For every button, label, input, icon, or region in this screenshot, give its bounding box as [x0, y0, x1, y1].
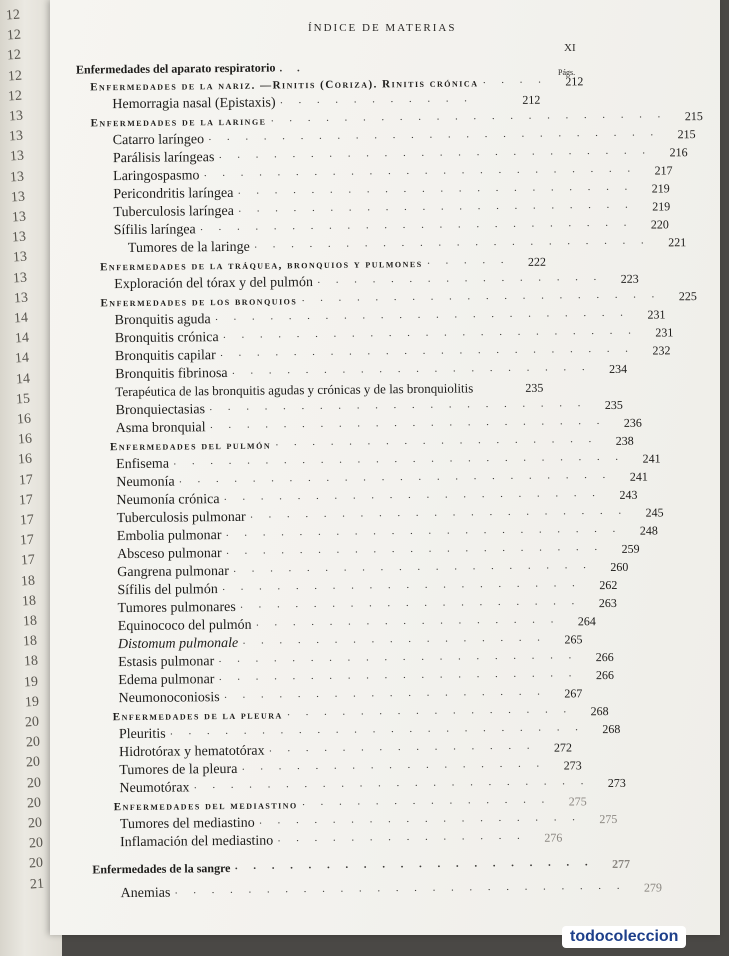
- page-edge-number: 17: [20, 552, 36, 569]
- page-edge-number: 17: [19, 532, 35, 549]
- toc-entry: Laringospasmo · · · · · · · · · · · · · · · · · · · · · · · · 217: [113, 163, 673, 185]
- page-edge-number: 13: [10, 189, 26, 206]
- toc-entry: Estasis pulmonar · · · · · · · · · · · · · · · · · · · · 266: [118, 649, 614, 671]
- toc-entry: Bronquitis aguda · · · · · · · · · · · · · · · · · · · · · · · 231: [114, 307, 666, 329]
- page-edge-number: 14: [15, 371, 31, 388]
- toc-entry: Enfermedades de la tráquea, bronquios y pulmones · · · · · 222: [100, 254, 547, 274]
- page-edge-number: 12: [6, 47, 22, 64]
- toc-entry: Edema pulmonar · · · · · · · · · · · · · · · · · · · · 266: [118, 667, 614, 689]
- page-edge-number: 17: [18, 492, 34, 509]
- page-edge-number: 13: [9, 169, 25, 186]
- toc-entry: Tumores del mediastino · · · · · · · · · · · · · · · · · · 275: [119, 811, 618, 833]
- page-edge-number: 20: [27, 815, 43, 832]
- page-edge-number: 13: [13, 290, 29, 307]
- toc-entry: Enfermedades de la laringe · · · · · · · · · · · · · · · · · · · · · · 215: [90, 109, 703, 130]
- toc-entry: Tuberculosis laríngea · · · · · · · · · · · · · · · · · · · · · · 219: [113, 199, 671, 221]
- toc-entry: Pleuritis · · · · · · · · · · · · · · · · · · · · · · · 268: [118, 721, 621, 743]
- toc-entry: Neumotórax · · · · · · · · · · · · · · · · · · · · · · 273: [119, 775, 626, 797]
- page-edge-number: 13: [9, 148, 25, 165]
- page-edge-number: 12: [7, 68, 23, 85]
- page-edge-number: 20: [26, 795, 42, 812]
- toc-entry: Bronquiectasias · · · · · · · · · · · · · · · · · · · · · 235: [115, 397, 623, 419]
- toc-entry: Enfisema · · · · · · · · · · · · · · · · · · · · · · · · · 241: [116, 451, 661, 473]
- toc-entry: Equinococo del pulmón · · · · · · · · · · · · · · · · · 264: [117, 614, 596, 635]
- toc-entry: Distomum pulmonale · · · · · · · · · · · · · · · · · 265: [117, 632, 583, 653]
- toc-entry: Bronquitis crónica · · · · · · · · · · · · · · · · · · · · · · · 231: [114, 325, 674, 347]
- page-edge-number: 13: [12, 270, 28, 287]
- page-edge-number: 15: [15, 391, 31, 408]
- page-edge-number: 12: [6, 27, 22, 44]
- toc-entry: Enfermedades de la nariz. —Rinitis (Coriza). Rinitis crónica · · · · 212: [90, 74, 584, 94]
- page-edge-number: 13: [10, 209, 26, 226]
- page-edge-number: 20: [28, 835, 44, 852]
- page-edge-number: 14: [14, 330, 30, 347]
- page-edge-number: 19: [24, 694, 40, 711]
- page-edge-number: 20: [28, 855, 44, 872]
- page-edge-number: 20: [25, 754, 41, 771]
- toc-entry: Bronquitis fibrinosa · · · · · · · · · · · · · · · · · · · · 234: [115, 361, 628, 383]
- toc-entry: Neumonía · · · · · · · · · · · · · · · · · · · · · · · · 241: [116, 469, 648, 491]
- toc-entry: Sífilis laríngea · · · · · · · · · · · · · · · · · · · · · · · · 220: [113, 217, 669, 239]
- toc-entry: Tumores pulmonares · · · · · · · · · · · · · · · · · · · 263: [117, 595, 617, 617]
- page-folio: XI: [564, 42, 576, 54]
- toc-entry: Sífilis del pulmón · · · · · · · · · · · · · · · · · · · · 262: [117, 577, 618, 599]
- page-edge-number: 12: [7, 88, 23, 105]
- page-edge-number: 19: [23, 674, 39, 691]
- page-edge-number: 13: [8, 108, 24, 125]
- toc-entry: Terapéutica de las bronquitis agudas y crónicas y de las bronquiolitis 235: [115, 380, 544, 400]
- toc-entry: Embolia pulmonar · · · · · · · · · · · · · · · · · · · · · · 248: [116, 523, 658, 545]
- toc-entry: Hidrotórax y hematotórax · · · · · · · · · · · · · · · 272: [119, 740, 573, 761]
- page-edge-number: 16: [17, 431, 33, 448]
- toc-entry: Neumonía crónica · · · · · · · · · · · · · · · · · · · · · 243: [116, 487, 638, 509]
- page-edge-number: 14: [14, 350, 30, 367]
- toc-entry: Tumores de la laringe · · · · · · · · · · · · · · · · · · · · · · 221: [127, 235, 687, 257]
- page-edge-number: 18: [21, 613, 37, 630]
- page-edge-number: 18: [21, 593, 37, 610]
- toc-entry: Hemorragia nasal (Epistaxis) · · · · · · · · · · · 212: [112, 92, 541, 113]
- page-edge-number: 20: [25, 734, 41, 751]
- toc-entry: Inflamación del mediastino · · · · · · · · · · · · · · 276: [120, 830, 563, 851]
- toc-entry: Enfermedades de los bronquios · · · · · · · · · · · · · · · · · · · · 225: [100, 289, 697, 310]
- page-edge-number: 16: [16, 411, 32, 428]
- page-edge-number: 17: [18, 472, 34, 489]
- toc-entry: Gangrena pulmonar · · · · · · · · · · · · · · · · · · · · 260: [117, 559, 629, 581]
- page-edge-number: 21: [29, 876, 45, 893]
- page-edge-number: 20: [24, 714, 40, 731]
- toc-entry: Tuberculosis pulmonar · · · · · · · · · · · · · · · · · · · · · 245: [116, 505, 664, 527]
- toc-entry: Neumonoconiosis · · · · · · · · · · · · · · · · · · 267: [118, 686, 583, 707]
- page-edge-number: 14: [13, 310, 29, 327]
- page-edge-number: 13: [12, 249, 28, 266]
- page-edge-number: 13: [11, 229, 27, 246]
- toc-entry: Enfermedades del pulmón · · · · · · · · · · · · · · · · · · 238: [109, 433, 634, 454]
- toc-entry: Tumores de la pleura · · · · · · · · · · · · · · · · · 273: [119, 758, 582, 779]
- toc-entry: Catarro laríngeo · · · · · · · · · · · · · · · · · · · · · · · · · 215: [112, 127, 696, 149]
- page-edge-number: 16: [17, 451, 33, 468]
- toc-entry: Asma bronquial · · · · · · · · · · · · · · · · · · · · · · 236: [115, 415, 642, 437]
- toc-entry: Enfermedades del aparato respiratorio . .: [75, 60, 306, 77]
- page-edge-number: 20: [26, 775, 42, 792]
- page-edge-number: 18: [23, 653, 39, 670]
- toc-entry: Pericondritis laríngea · · · · · · · · · · · · · · · · · · · · · · 219: [113, 181, 670, 203]
- page-edge-number: 13: [8, 128, 24, 145]
- table-of-contents: [49, 0, 729, 936]
- page-edge-number: 17: [19, 512, 35, 529]
- pags-column-label: Págs.: [558, 68, 576, 77]
- toc-entry: Bronquitis capilar · · · · · · · · · · · · · · · · · · · · · · · 232: [114, 343, 671, 365]
- page-edge-number: 18: [20, 573, 36, 590]
- toc-entry: Exploración del tórax y del pulmón · · · · · · · · · · · · · · · · 223: [114, 271, 639, 293]
- toc-entry: Parálisis laríngeas · · · · · · · · · · · · · · · · · · · · · · · · 216: [112, 145, 688, 167]
- page-edge-number: 18: [22, 633, 38, 650]
- toc-entry: Absceso pulmonar · · · · · · · · · · · · · · · · · · · · · 259: [116, 541, 640, 563]
- running-title: ÍNDICE DE MATERIAS: [308, 22, 457, 34]
- toc-entry: Enfermedades del mediastino · · · · · · · · · · · · · · 275: [113, 794, 587, 814]
- watermark-logo: todocoleccion: [562, 926, 686, 948]
- book-page: [50, 0, 720, 935]
- page-edge-number: 12: [5, 7, 21, 24]
- toc-entry: Enfermedades de la pleura · · · · · · · · · · · · · · · · 268: [112, 704, 609, 724]
- toc-entry: Enfermedades de la sangre · · · · · · · · · · · · · · · · · · · · 277: [92, 856, 631, 877]
- toc-entry: Anemias · · · · · · · · · · · · · · · · · · · · · · · · · 279: [120, 880, 663, 902]
